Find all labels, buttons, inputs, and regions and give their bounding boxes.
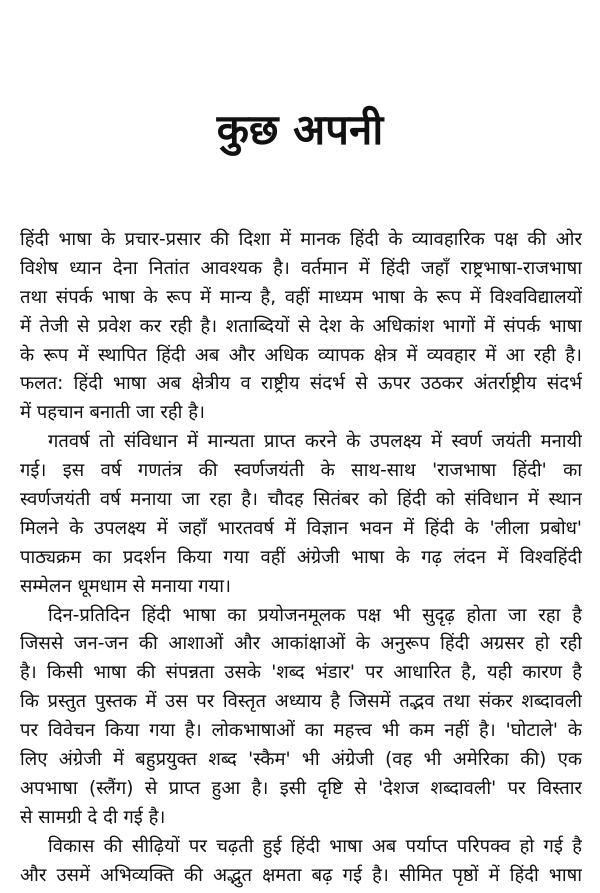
text-line: पाठ्यक्रम का प्रदर्शन किया गया वहीं अंग्रेजी भाषा के गढ़ लंदन में विश्वहिंदी	[20, 546, 582, 568]
text-line: के रूप में स्थापित हिंदी अब और अधिक व्यापक क्षेत्र में व्यवहार में आ रही है।	[20, 344, 582, 366]
page-title: कुछ अपनी	[216, 105, 384, 154]
text-line: गई। इस वर्ष गणतंत्र की स्वर्णजयंती के साथ-साथ 'राजभाषा हिंदी' का	[20, 460, 582, 482]
text-line: सम्मेलन धूमधाम से मनाया गया।	[20, 575, 231, 597]
text-line: गतवर्ष तो संविधान में मान्यता प्राप्त करने के उपलक्ष्य में स्वर्ण जयंती मनायी	[48, 431, 582, 453]
text-line: लिए अंग्रेजी में बहुप्रयुक्त शब्द 'स्कैम' भी अंग्रेजी (वह भी अमेरिका की) एक	[20, 749, 582, 771]
text-line: में तेजी से प्रवेश कर रही है। शताब्दियों से देश के अधिकांश भागों में संपर्क भाषा	[20, 315, 582, 337]
text-line: पर विवेचन किया गया है। लोकभाषाओं का महत्त्व भी कम नहीं है। 'घोटाले' के	[20, 720, 582, 742]
text-line: से सामग्री दे दी गई है।	[20, 806, 166, 828]
text-line: विकास की सीढ़ियों पर चढ़ती हुई हिंदी भाषा अब पर्याप्त परिपक्व हो गई है	[48, 835, 582, 857]
text-line: और उसमें अभिव्यक्ति की अद्भुत क्षमता बढ़ गई है। सीमित पृष्ठों में हिंदी भाषा	[20, 864, 582, 886]
text-line: हिंदी भाषा के प्रचार-प्रसार की दिशा में मानक हिंदी के व्यावहारिक पक्ष की ओर	[20, 229, 582, 250]
text-line: मिलने के उपलक्ष्य में जहाँ भारतवर्ष में विज्ञान भवन में हिंदी के 'लीला प्रबोध'	[20, 517, 582, 539]
text-line: तथा संपर्क भाषा के रूप में मान्य है, वहीं माध्यम भाषा के रूप में विश्वविद्यालयों	[20, 286, 582, 308]
text-line: दिन-प्रतिदिन हिंदी भाषा का प्रयोजनमूलक पक्ष भी सुदृढ़ होता जा रहा है	[48, 604, 582, 626]
text-line: अपभाषा (स्लैंग) से प्राप्त हुआ है। इसी दृष्टि से 'देशज शब्दावली' पर विस्तार	[20, 777, 582, 799]
body-text	[20, 226, 582, 890]
text-line: है। किसी भाषा की संपन्नता उसके 'शब्द भंडार' पर आधारित है, यही कारण है	[20, 662, 582, 684]
text-line: जिससे जन-जन की आशाओं और आकांक्षाओं के अनुरूप हिंदी अग्रसर हो रही	[20, 633, 582, 655]
text-line: में पहचान बनाती जा रही है।	[20, 402, 205, 424]
text-line: विशेष ध्यान देना नितांत आवश्यक है। वर्तमान में हिंदी जहाँ राष्ट्रभाषा-राजभाषा	[20, 257, 582, 279]
text-line: स्वर्णजयंती वर्ष मनाया जा रहा है। चौदह सितंबर को हिंदी को संविधान में स्थान	[20, 489, 582, 511]
text-line: कि प्रस्तुत पुस्तक में उस पर विस्तृत अध्याय है जिसमें तद्भव तथा संकर शब्दावली	[20, 691, 582, 713]
text-line: फलत: हिंदी भाषा अब क्षेत्रीय व राष्ट्रीय संदर्भ से ऊपर उठकर अंतर्राष्ट्रीय संदर्भ	[20, 373, 582, 395]
